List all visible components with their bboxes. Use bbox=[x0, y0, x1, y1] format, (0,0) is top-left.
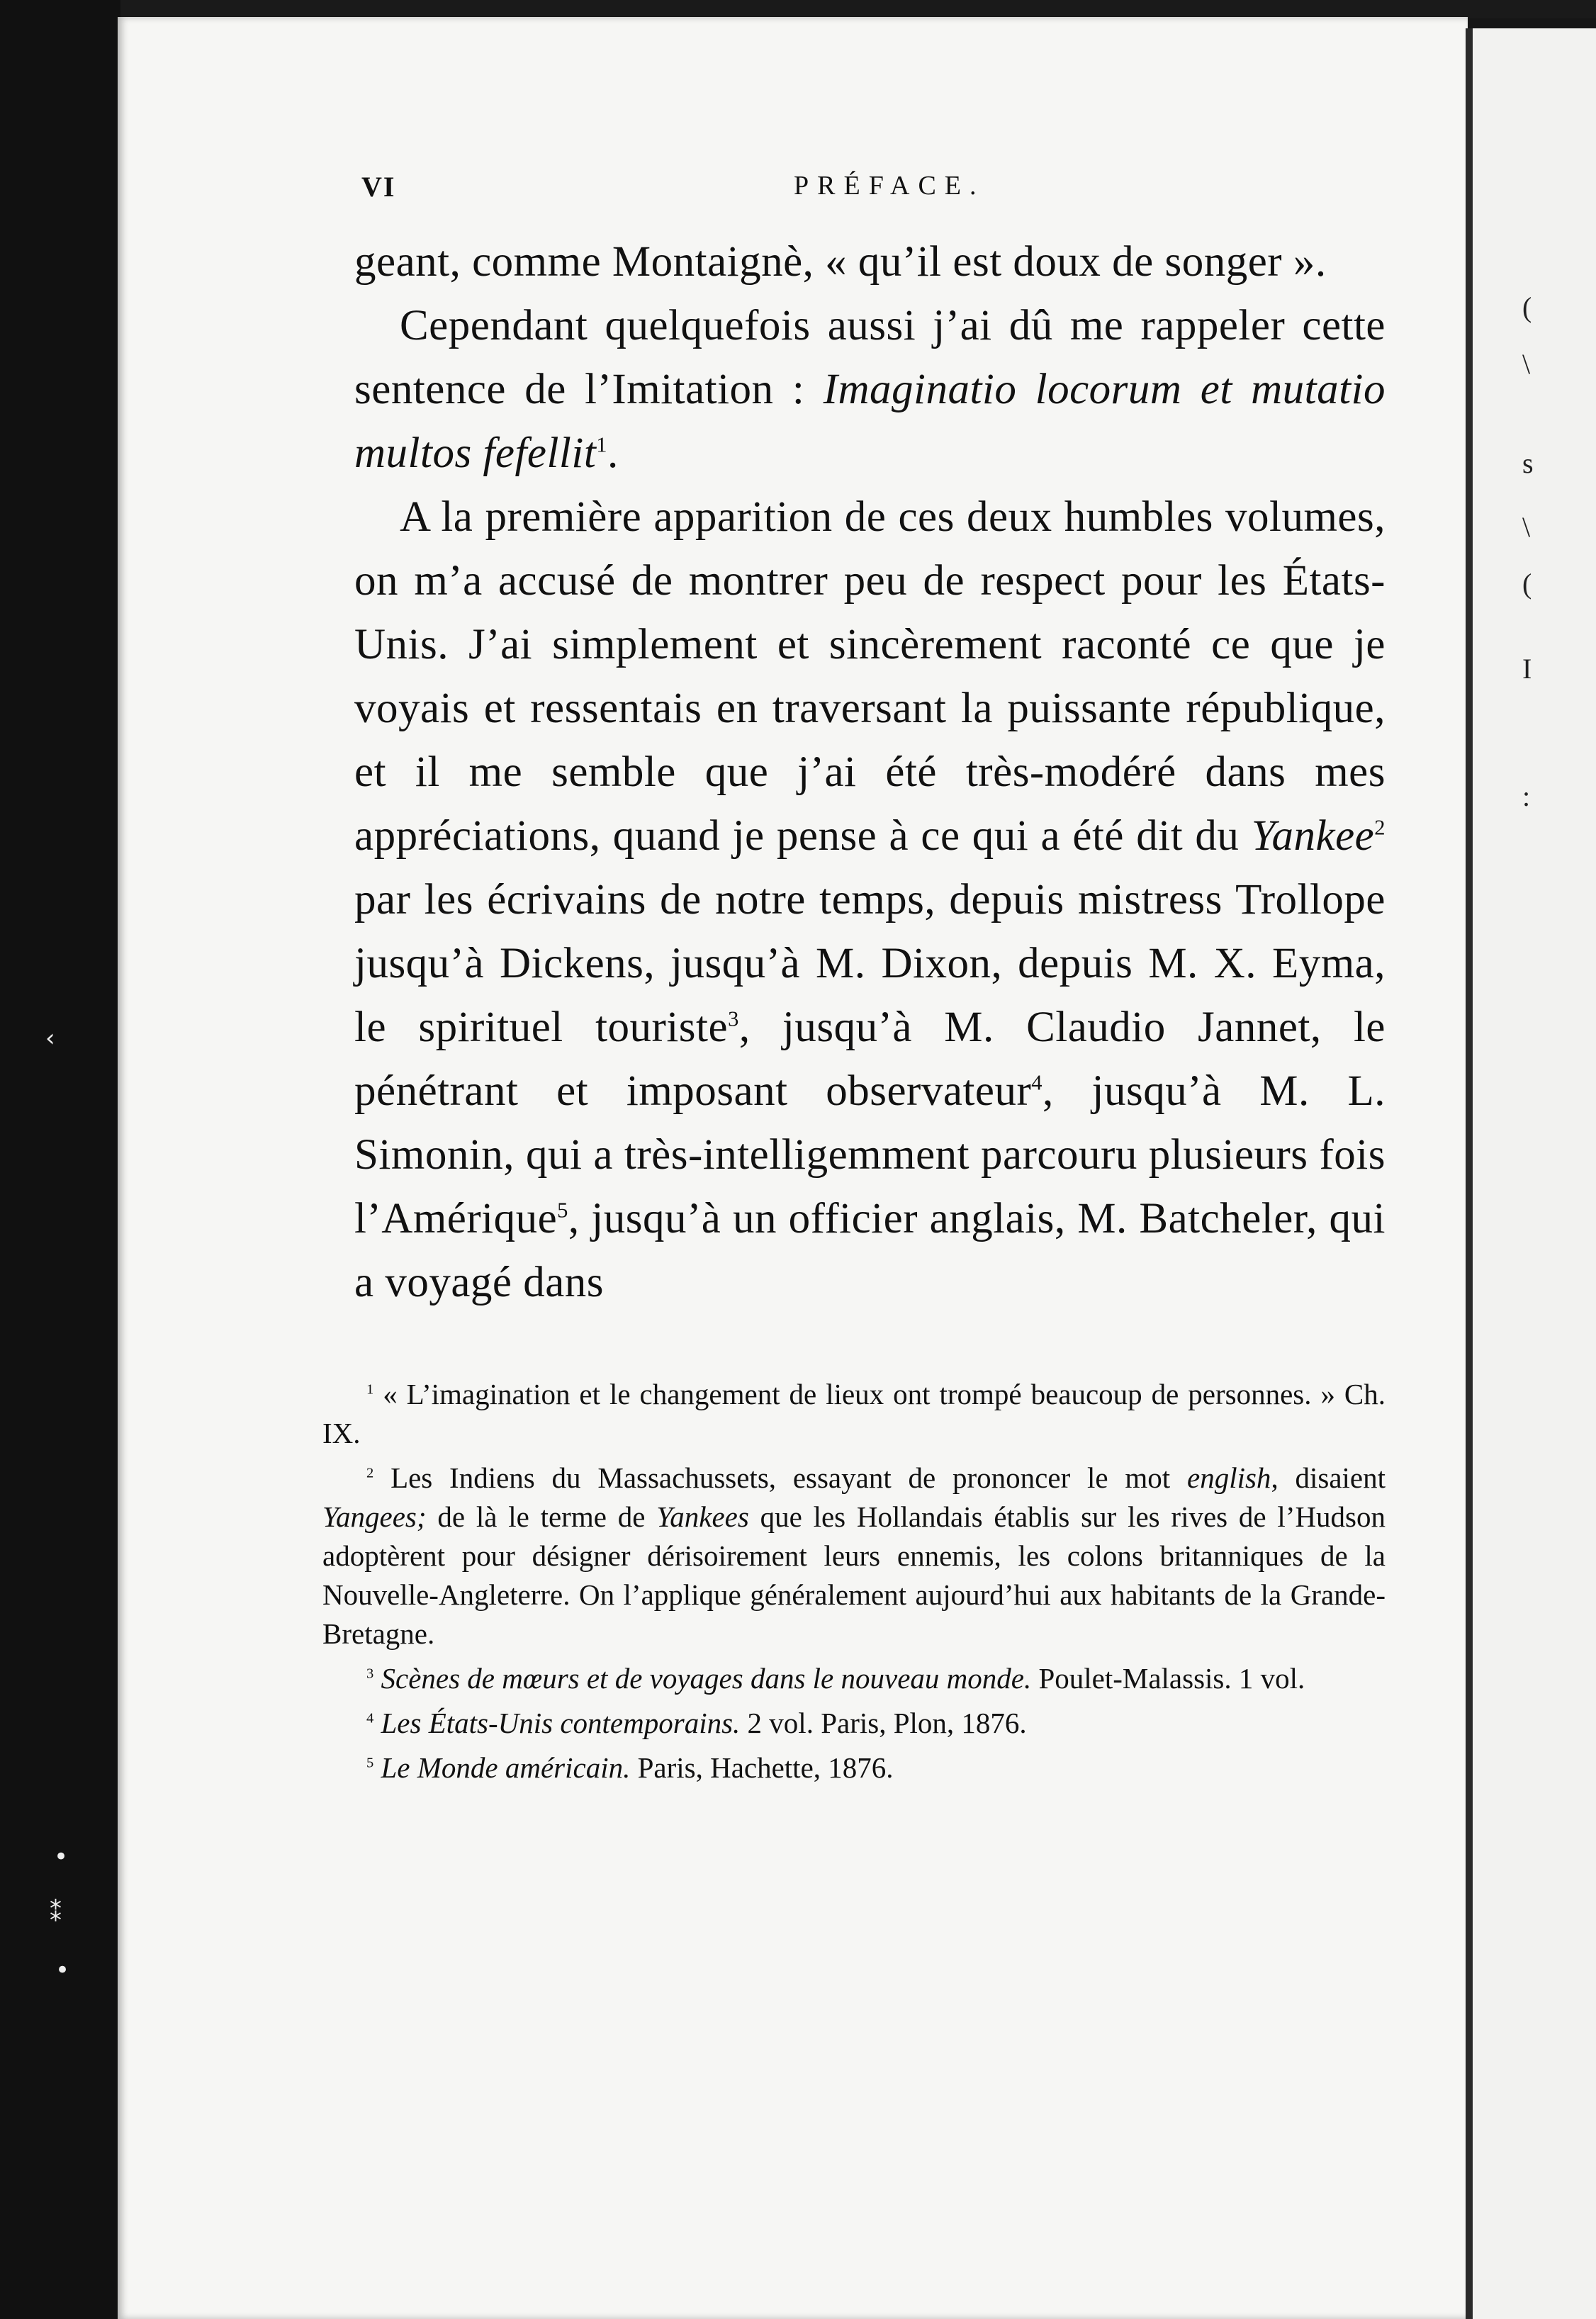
scan-border-top bbox=[0, 0, 1596, 18]
footnote-5: $^5$ Le Monde américain. Paris, Hachette, 1876. bbox=[366, 1751, 894, 1784]
adjacent-glyph: I bbox=[1522, 653, 1532, 685]
running-title: PRÉFACE. bbox=[794, 171, 985, 201]
footnote-ref: 5 bbox=[557, 1198, 568, 1223]
page-number: VI bbox=[361, 171, 396, 203]
paragraph-etats-unis: A la première apparition de ces deux humbles volumes, on m’a accusé de montrer peu de respect pour les États-Unis. J’ai simplement et sincèrement raconté ce que je voyais et ressentais en traversant la puissante république, et il me semble que j’ai été très-modéré dans mes appréciations, quand je pense à ce qui a été dit du Yankee$^2$ par les écrivains de notre temps, depuis mistress Trollope jusqu’à Dickens, jusqu’à M. Dixon, depuis M. X. Eyma, le spirituel touriste$^3$, jusqu’à M. Claudio Jannet, le pénétrant et imposant observateur$^4$, jusqu’à M. L. Simonin, qui a très-intelligemment parcouru plusieurs fois l’Amérique$^5$, jusqu’à un officier anglais, M. Batcheler, qui a voyagé dans bbox=[354, 493, 1386, 1306]
scan-speck: • bbox=[55, 1956, 70, 1984]
latin-quote: Imaginatio locorum et mutatio multos fefellit bbox=[354, 366, 1386, 477]
footnote-4: $^4$ Les États-Unis contemporains. 2 vol. Paris, Plon, 1876. bbox=[366, 1707, 1027, 1739]
footnote-1: $^1$ « L’imagination et le changement de lieux ont trompé beaucoup de personnes. » Ch. IX. bbox=[322, 1378, 1386, 1449]
footnote-ref: 4 bbox=[1031, 1070, 1043, 1095]
footnote-ref: 2 bbox=[1374, 815, 1386, 840]
main-text bbox=[354, 230, 1386, 1315]
footnotes bbox=[322, 1375, 1386, 1793]
scan-speck: ⁑ bbox=[50, 1899, 62, 1928]
scan-border-left bbox=[0, 0, 120, 2319]
paragraph-continuation: geant, comme Montaignè, « qu’il est doux de songer ». bbox=[354, 238, 1327, 286]
footnote-2: $^2$ Les Indiens du Massachussets, essayant de prononcer le mot english, disaient Yangees; de là le terme de Yankees que les Hollandais établis sur les rives de l’Hudson adoptèrent pour désigner dérisoirement leurs ennemis, les colons britanniques de la Nouvelle-Angleterre. On l’applique généralement aujourd’hui aux habitants de la Grande-Bretagne. bbox=[322, 1461, 1386, 1650]
adjacent-glyph: ( bbox=[1522, 568, 1532, 600]
footnote-ref: 1 bbox=[596, 432, 608, 457]
adjacent-glyph: s bbox=[1522, 447, 1534, 479]
adjacent-glyph: : bbox=[1522, 780, 1531, 812]
scan-speck: • bbox=[54, 1843, 69, 1871]
page-header bbox=[361, 170, 1389, 213]
adjacent-glyph: \ bbox=[1522, 348, 1531, 380]
footnote-3: $^3$ Scènes de mœurs et de voyages dans le nouveau monde. Poulet-Malassis. 1 vol. bbox=[366, 1662, 1305, 1695]
adjacent-page-edge bbox=[1466, 28, 1596, 2319]
footnote-ref: 3 bbox=[728, 1006, 739, 1031]
adjacent-glyph: \ bbox=[1522, 511, 1531, 543]
adjacent-glyph: ( bbox=[1522, 291, 1532, 323]
italic-yankee: Yankee bbox=[1251, 812, 1375, 860]
scan-speck: ‹ bbox=[45, 1024, 55, 1052]
paragraph-imitation: Cependant quelquefois aussi j’ai dû me rappeler cette sentence de l’Imitation : Imaginatio locorum et mutatio multos fefellit$^1$. bbox=[354, 302, 1386, 477]
